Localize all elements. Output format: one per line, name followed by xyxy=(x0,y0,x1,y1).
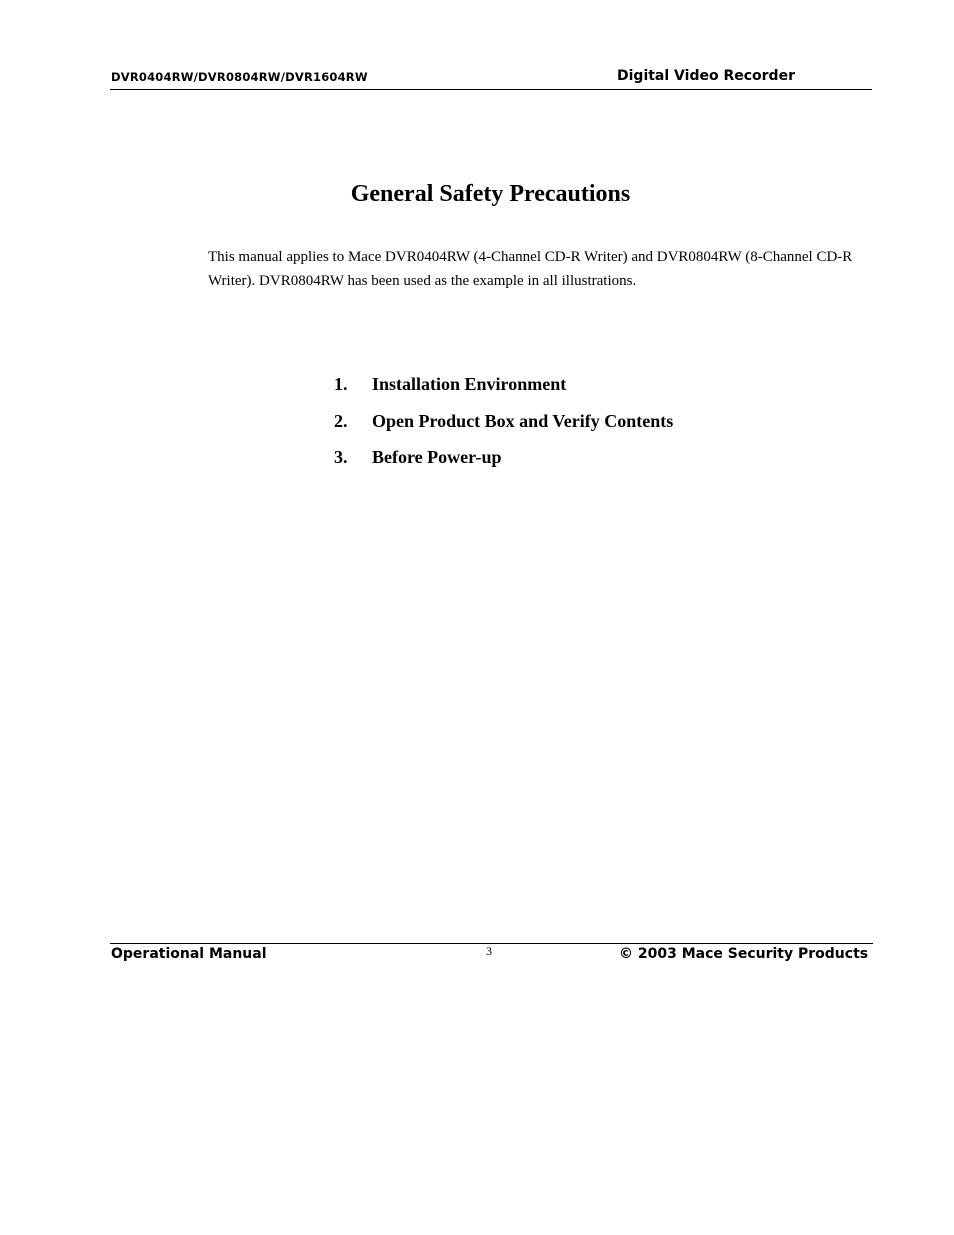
header-divider xyxy=(110,89,872,90)
header-model-numbers: DVR0404RW/DVR0804RW/DVR1604RW xyxy=(111,70,368,84)
list-item-number: 1. xyxy=(334,374,348,394)
header-product-name: Digital Video Recorder xyxy=(617,68,795,84)
list-item-label: Installation Environment xyxy=(372,374,567,394)
footer-manual-name: Operational Manual xyxy=(111,946,267,962)
list-item xyxy=(334,445,673,482)
list-item-number: 2. xyxy=(334,410,348,431)
list-item xyxy=(334,409,673,446)
list-item xyxy=(334,372,673,409)
list-item-label: Open Product Box and Verify Contents xyxy=(372,410,674,431)
list-item-number: 3. xyxy=(334,447,348,467)
contents-list xyxy=(334,372,673,482)
intro-paragraph: This manual applies to Mace DVR0404RW (4-Channel CD-R Writer) and DVR0804RW (8-Channel CD-R Writer). DVR0804RW has been used as the example in all illustrations. xyxy=(208,249,853,289)
page-title: General Safety Precautions xyxy=(350,181,631,207)
list-item-label: Before Power-up xyxy=(372,447,502,467)
footer-copyright: © 2003 Mace Security Products xyxy=(619,946,869,962)
page-number: 3 xyxy=(486,944,492,958)
